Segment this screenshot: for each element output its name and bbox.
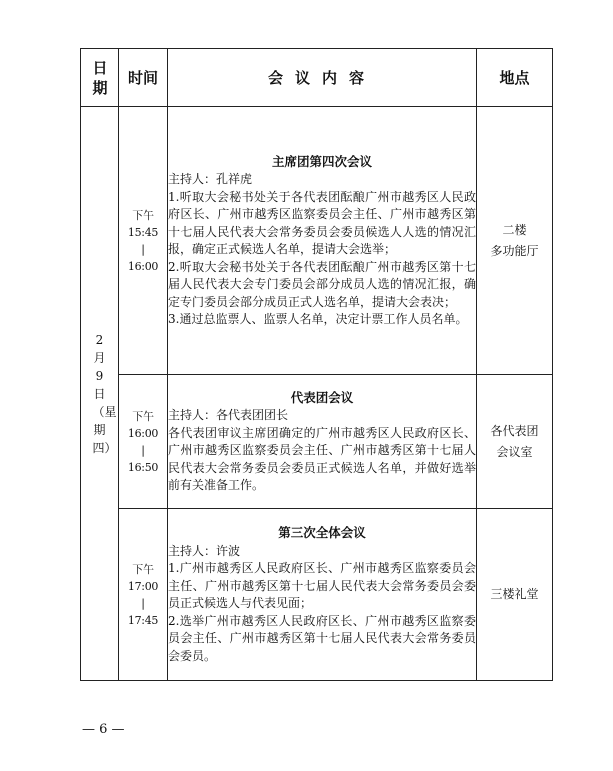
meeting-content: [168, 375, 477, 509]
meeting-host: 主持人：孔祥虎: [168, 172, 253, 186]
date-text: 2月9日（星期四）: [92, 332, 117, 455]
meeting-location: 三楼礼堂: [477, 509, 553, 681]
meeting-location: 二楼 多功能厅: [477, 107, 553, 375]
meeting-row-3: [81, 509, 553, 681]
meeting-row-1: [81, 107, 553, 375]
agenda-item: 2.听取大会秘书处关于各代表团酝酿广州市越秀区第十七届人民代表大会专门委员会部分成员人选的情况汇报，确定专门委员会部分成员正式人选名单，提请大会表决；: [168, 259, 476, 309]
date-cell: [81, 107, 119, 681]
header-time: 时间: [119, 49, 168, 107]
meeting-location: 各代表团 会议室: [477, 375, 553, 509]
table-header-row: [81, 49, 553, 107]
meeting-time: 下午 17:00 | 17:45: [119, 509, 168, 681]
header-content: 会议内容: [168, 49, 477, 107]
meeting-content: [168, 107, 477, 375]
agenda-item: 各代表团审议主席团确定的广州市越秀区人民政府区长、广州市越秀区监察委员会主任、广州市越秀区第十七届人民代表大会常务委员会委员正式候选人名单，并做好选举前有关准备工作。: [168, 425, 476, 492]
meeting-schedule-table: [80, 48, 553, 681]
meeting-title: 第三次全体会议: [278, 525, 366, 540]
meeting-title: 代表团会议: [290, 389, 354, 405]
meeting-host: 主持人：许波: [168, 543, 241, 558]
meeting-title: 主席团第四次会议: [271, 153, 372, 169]
agenda-item: 2.选举广州市越秀区人民政府区长、广州市越秀区监察委员会主任、广州市越秀区第十七届人民代表大会常务委员会委员。: [168, 613, 476, 663]
page-number: — 6 —: [82, 722, 125, 737]
meeting-time: 下午 15:45 | 16:00: [119, 107, 168, 375]
agenda-item: 3.通过总监票人、监票人名单，决定计票工作人员名单。: [168, 312, 468, 326]
agenda-item: 1.听取大会秘书处关于各代表团酝酿广州市越秀区人民政府区长、广州市越秀区监察委员会主任、广州市越秀区第十七届人民代表大会常务委员会委员候选人人选的情况汇报，确定正式候选人名单，提请大会选举；: [168, 189, 476, 256]
header-date: 日期: [81, 49, 119, 107]
header-location: 地点: [477, 49, 553, 107]
agenda-item: 1.广州市越秀区人民政府区长、广州市越秀区监察委员会主任、广州市越秀区第十七届人民代表大会常务委员会委员正式候选人与代表见面；: [168, 561, 476, 610]
meeting-time: 下午 16:00 | 16:50: [119, 375, 168, 509]
meeting-host: 主持人：各代表团团长: [168, 408, 289, 422]
meeting-content: [168, 509, 477, 681]
meeting-row-2: [81, 375, 553, 509]
